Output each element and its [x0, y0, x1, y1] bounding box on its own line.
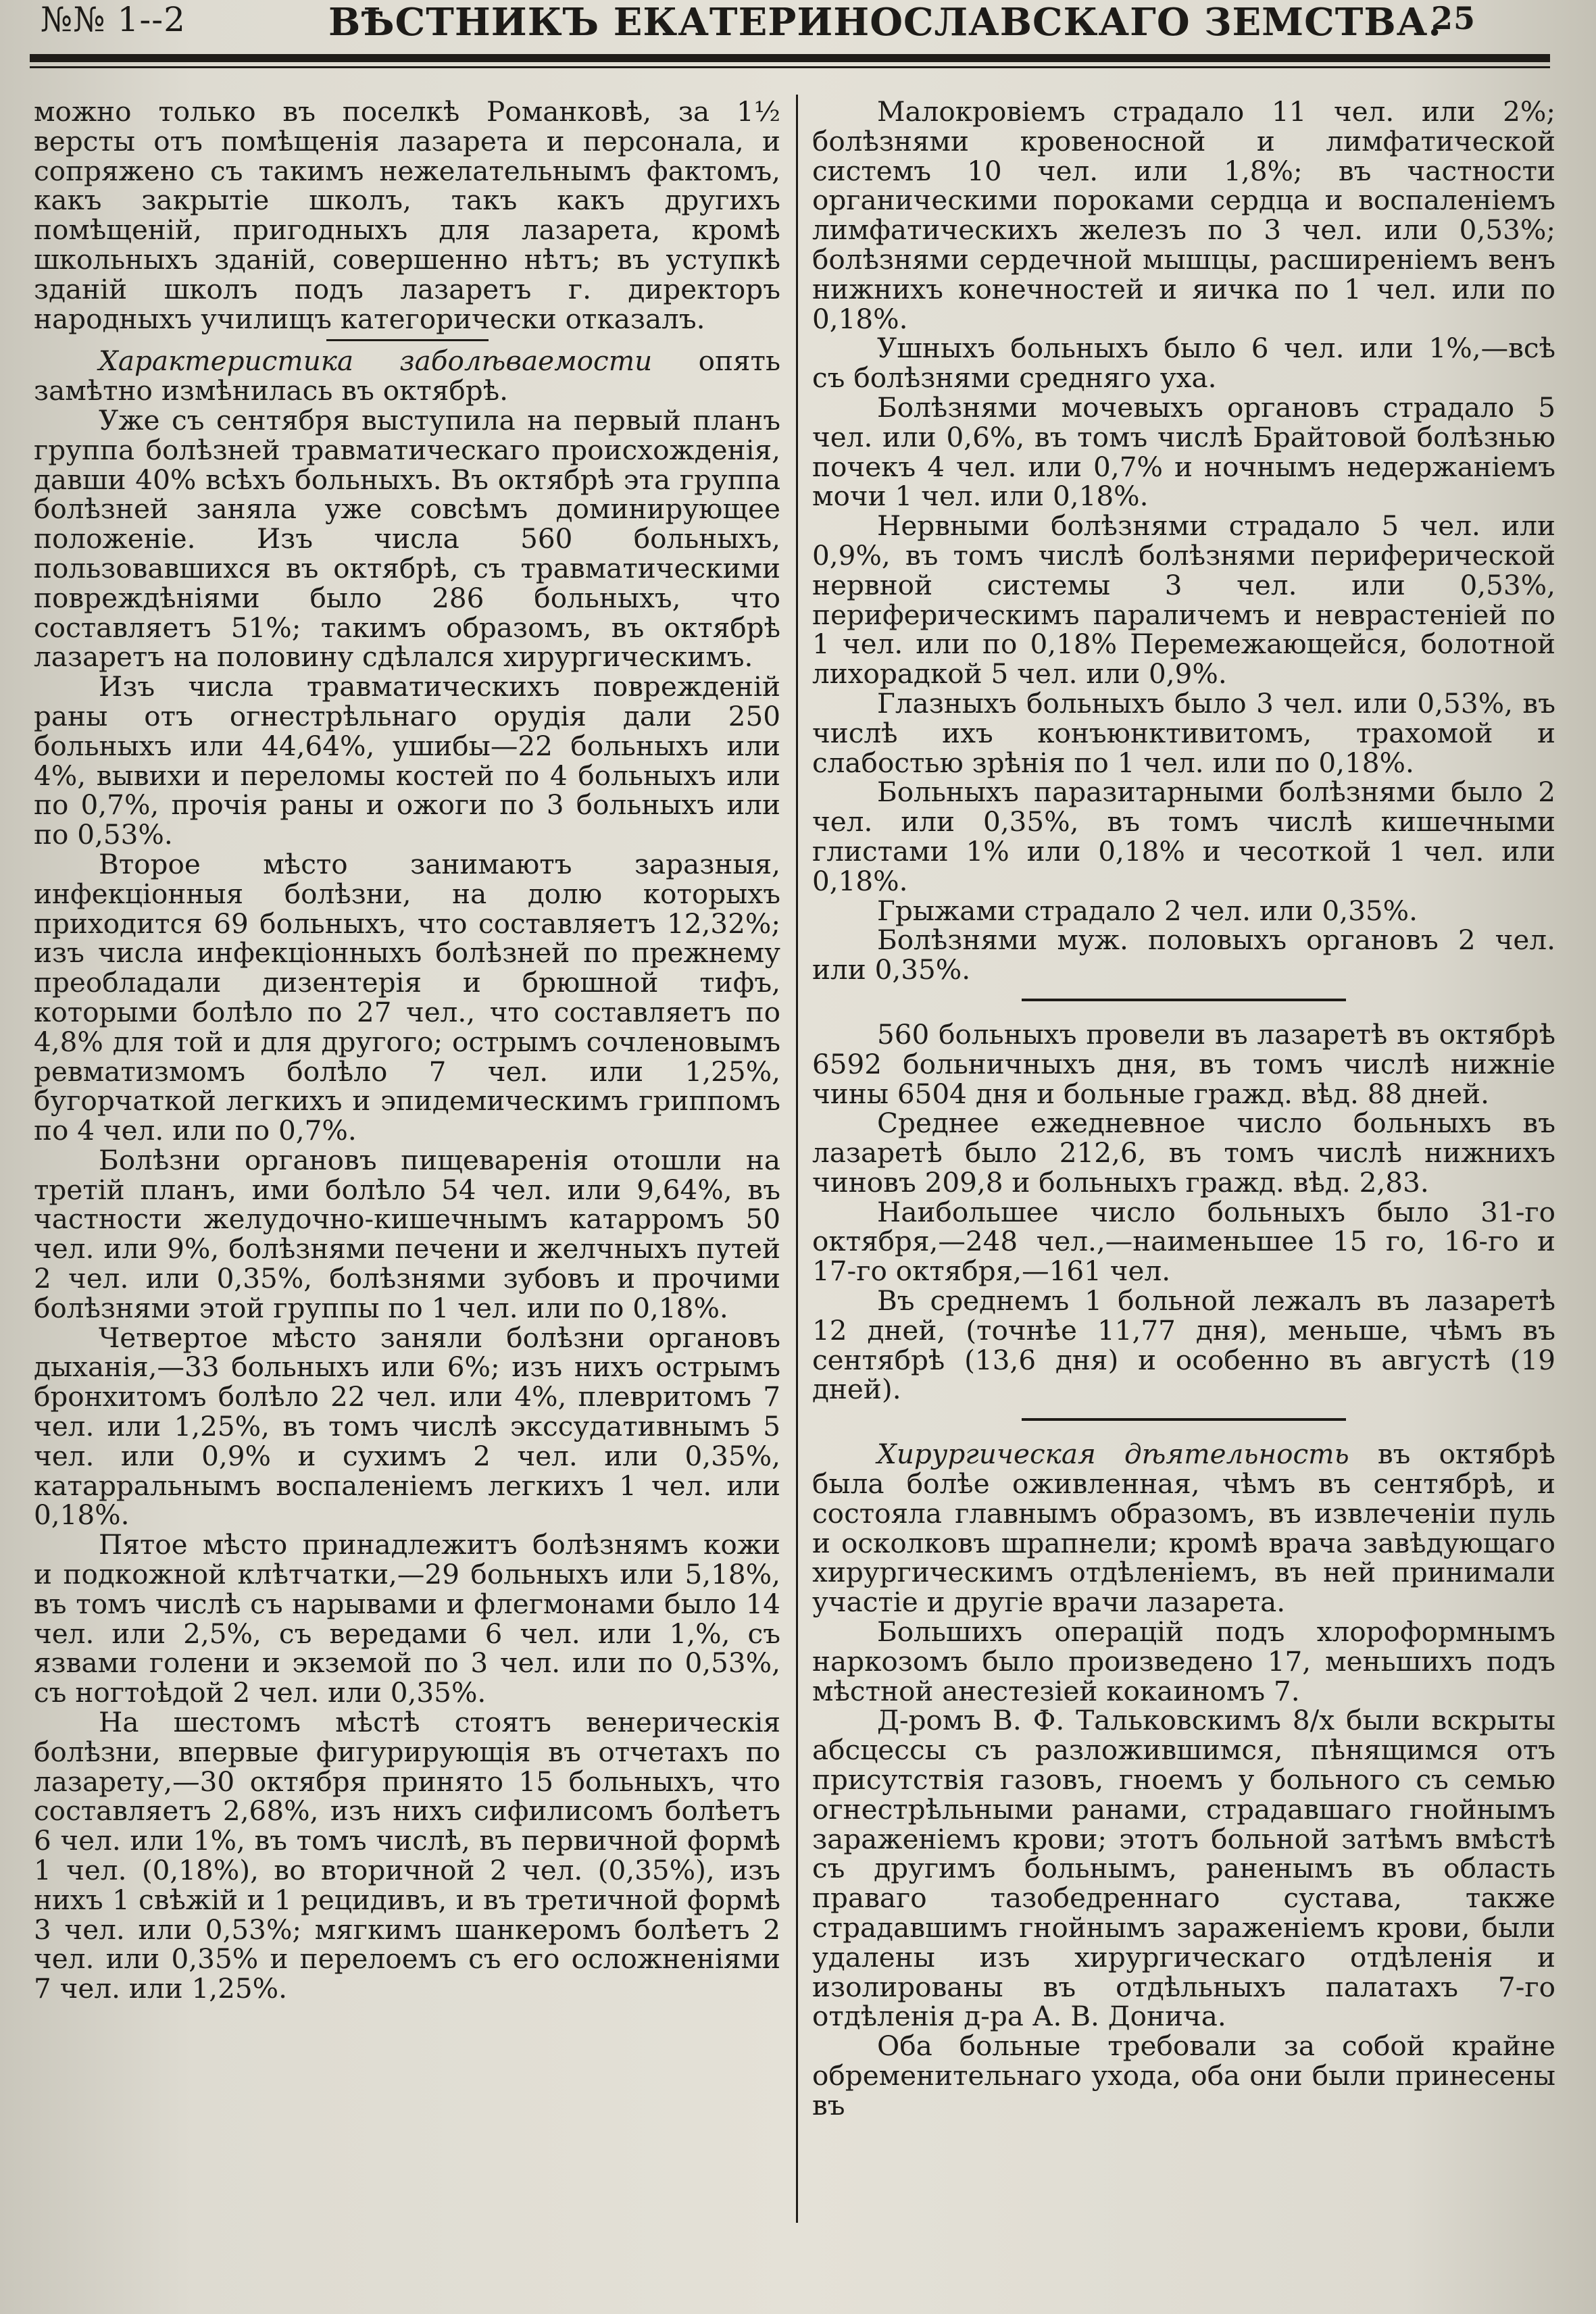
section-heading: Хирургическая дѣятельность	[877, 1438, 1349, 1471]
left-column	[34, 97, 780, 2004]
paragraph	[812, 1440, 1555, 1617]
paragraph: Второе мѣсто занимаютъ заразныя, инфекціонныя болѣзни, на долю которыхъ приходится 69 больныхъ, что составляетъ 12,32%; изъ числа инфекціонныхъ болѣзней по прежнему преобладали дизентерія и брюшной тифъ, которыми болѣло по 27 чел., что составляетъ по 4,8% для той и для другого; острымъ сочленовымъ ревматизмомъ болѣло 7 чел. или 1,25%, бугорчаткой легкихъ и эпидемическимъ гриппомъ по 4 чел. или по 0,7%.	[34, 847, 780, 1147]
paragraph: Больныхъ паразитарными болѣзнями было 2 чел. или 0,35%, въ томъ числѣ кишечными глистами 1% или 0,18% и чесоткой 1 чел. или 0,18%.	[812, 776, 1555, 897]
paragraph-text: опять замѣтно измѣнилась въ октябрѣ.	[34, 345, 780, 407]
issue-number: №№ 1--2	[41, 0, 186, 39]
paragraph: Глазныхъ больныхъ было 3 чел. или 0,53%, въ числѣ ихъ конъюнктивитомъ, трахомой и слабостью зрѣнія по 1 чел. или по 0,18%.	[812, 686, 1555, 779]
paragraph	[34, 347, 780, 406]
paragraph: Уже съ сентября выступила на первый планъ группа болѣзней травматическаго происхожденія, давши 40% всѣхъ больныхъ. Въ октябрѣ эта группа болѣзней заняла уже совсѣмъ доминирующее положеніе. Изъ числа 560 больныхъ, пользовавшихся въ октябрѣ, съ травматическими повреждѣніями было 286 больныхъ, что составляетъ 51%; такимъ образомъ, въ октябрѣ лазаретъ на половину сдѣлался хирургическимъ.	[34, 403, 780, 674]
page-header	[0, 0, 1596, 47]
paragraph: Большихъ операцій подъ хлороформнымъ наркозомъ было произведено 17, меньшихъ подъ мѣстной анестезіей кокаиномъ 7.	[812, 1615, 1555, 1707]
paragraph: Ушныхъ больныхъ было 6 чел. или 1%,—всѣ съ болѣзнями средняго уха.	[812, 332, 1555, 395]
paragraph: На шестомъ мѣстѣ стоятъ венерическія болѣзни, впервые фигурирующія въ отчетахъ по лазарету,—30 октября принято 15 больныхъ, что составляетъ 2,68%, изъ нихъ сифилисомъ болѣетъ 6 чел. или 1%, въ томъ числѣ, въ первичной формѣ 1 чел. (0,18%), во вторичной 2 чел. (0,35%), изъ нихъ 1 свѣжій и 1 рецидивъ, и въ третичной формѣ 3 чел. или 0,53%; мягкимъ шанкеромъ болѣетъ 2 чел. или 0,35% и перелоемъ съ его осложненіями 7 чел. или 1,25%.	[34, 1706, 780, 2005]
paragraph: Малокровіемъ страдало 11 чел. или 2%; болѣзнями кровеносной и лимфатической системъ 10 чел. или 1,8%; въ частности органическими пороками сердца и воспаленіемъ лимфатическихъ железъ по 3 чел. или 0,53%; болѣзнями сердечной мышцы, расширеніемъ венъ нижнихъ конечностей и яичка по 1 чел. или по 0,18%.	[812, 95, 1555, 335]
paragraph: Д-ромъ В. Ф. Тальковскимъ 8/х были вскрыты абсцессы съ разложившимся, пѣнящимся отъ присутствія газовъ, гноемъ у больного съ семью огнестрѣльными ранами, страдавшаго гнойнымъ зараженіемъ крови; этотъ больной затѣмъ вмѣстѣ съ другимъ больнымъ, раненымъ въ область праваго тазобедреннаго сустава, также страдавшимъ гнойнымъ зараженіемъ крови, были удалены изъ хирургическаго отдѣленія и изолированы въ отдѣльныхъ палатахъ 7-го отдѣленія д-ра А. В. Донича.	[812, 1704, 1555, 2033]
section-separator	[1022, 999, 1346, 1001]
paragraph: Грыжами страдало 2 чел. или 0,35%.	[877, 894, 1418, 927]
section-heading: Характеристика заболѣваемости	[99, 345, 653, 378]
paragraph: 560 больныхъ провели въ лазаретѣ въ октябрѣ 6592 больничныхъ дня, въ томъ числѣ нижніе чины 6504 дня и больные гражд. вѣд. 88 дней.	[812, 1017, 1555, 1110]
paragraph: Болѣзнями мочевыхъ органовъ страдало 5 чел. или 0,6%, въ томъ числѣ Брайтовой болѣзнью почекъ 4 чел. или 0,7% и ночнымъ недержаніемъ мочи 1 чел. или 0,18%.	[812, 391, 1555, 513]
page-number: 25	[1431, 0, 1476, 36]
paragraph: Болѣзнями муж. половыхъ органовъ 2 чел. или 0,35%.	[812, 924, 1555, 986]
header-rule-thick	[30, 54, 1550, 62]
header-rule-thin	[30, 66, 1550, 68]
journal-title: ВѢСТНИКЪ ЕКАТЕРИНОСЛАВСКАГО ЗЕМСТВА.	[328, 0, 1442, 45]
paragraph: Нервными болѣзнями страдало 5 чел. или 0,9%, въ томъ числѣ болѣзнями периферической нервной системы 3 чел. или 0,53%, периферическимъ параличемъ и неврастеніей по 1 чел. или по 0,18% Перемежающейся, болотной лихорадкой 5 чел. или 0,9%.	[812, 509, 1555, 690]
paragraph: Пятое мѣсто принадлежитъ болѣзнямъ кожи и подкожной клѣтчатки,—29 больныхъ или 5,18%, въ томъ числѣ съ нарывами и флегмонами было 14 чел. или 2,5%, съ вередами 6 чел. или 1,%, съ язвами голени и экземой по 3 чел. или по 0,53%, съ ногтоѣдой 2 чел. или 0,35%.	[34, 1528, 780, 1709]
right-column	[812, 97, 1555, 2121]
paragraph: Наибольшее число больныхъ было 31-го октября,—248 чел.,—наименьшее 15 го, 16-го и 17-го октября,—161 чел.	[812, 1195, 1555, 1288]
paragraph: Оба больные требовали за собой крайне обременительнаго ухода, оба они были принесены въ	[812, 2030, 1555, 2121]
paragraph: Четвертое мѣсто заняли болѣзни органовъ дыханія,—33 больныхъ или 6%; изъ нихъ острымъ бронхитомъ болѣло 22 чел. или 4%, плевритомъ 7 чел. или 1,25%, въ томъ числѣ экссудативнымъ 5 чел. или 0,9% и сухимъ 2 чел. или 0,35%, катарральнымъ воспаленіемъ легкихъ 1 чел. или 0,18%.	[34, 1321, 780, 1532]
paragraph: Въ среднемъ 1 больной лежалъ въ лазаретѣ 12 дней, (точнѣе 11,77 дня), меньше, чѣмъ въ сентябрѣ (13,6 дня) и особенно въ августѣ (19 дней).	[812, 1284, 1555, 1406]
paragraph: Болѣзни органовъ пищеваренія отошли на третій планъ, ими болѣло 54 чел. или 9,64%, въ частности желудочно-кишечнымъ катарромъ 50 чел. или 9%, болѣзнями печени и желчныхъ путей 2 чел. или 0,35%, болѣзнями зубовъ и прочими болѣзнями этой группы по 1 чел. или по 0,18%.	[34, 1143, 780, 1324]
paragraph: Среднее ежедневное число больныхъ въ лазаретѣ было 212,6, въ томъ числѣ нижнихъ чиновъ 209,8 и больныхъ гражд. вѣд. 2,83.	[812, 1107, 1555, 1199]
section-separator	[1022, 1418, 1346, 1421]
paragraph: Изъ числа травматическихъ поврежденій раны отъ огнестрѣльнаго орудія дали 250 больныхъ или 44,64%, ушибы—22 больныхъ или 4%, вывихи и переломы костей по 4 больныхъ или по 0,7%, прочія раны и ожоги по 3 больныхъ или по 0,53%.	[34, 670, 780, 851]
column-divider	[796, 95, 798, 2223]
paragraph-text: въ октябрѣ была болѣе оживленная, чѣмъ въ сентябрѣ, и состояла главнымъ образомъ, въ извлеченіи пуль и осколковъ шрапнели; кромѣ врача завѣдующаго хирургическимъ отдѣленіемъ, въ ней принимали участіе и другіе врачи лазарета.	[812, 1438, 1555, 1619]
paragraph: можно только въ поселкѣ Романковѣ, за 1½ версты отъ помѣщенія лазарета и персонала, и сопряжено съ такимъ нежелательнымъ фактомъ, какъ закрытіе школъ, такъ какъ другихъ помѣщеній, пригодныхъ для лазарета, кромѣ школьныхъ зданій, совершенно нѣтъ; въ уступкѣ зданій школъ подъ лазаретъ г. директоръ народныхъ училищъ категорически отказалъ.	[34, 95, 780, 335]
section-separator	[326, 339, 489, 341]
